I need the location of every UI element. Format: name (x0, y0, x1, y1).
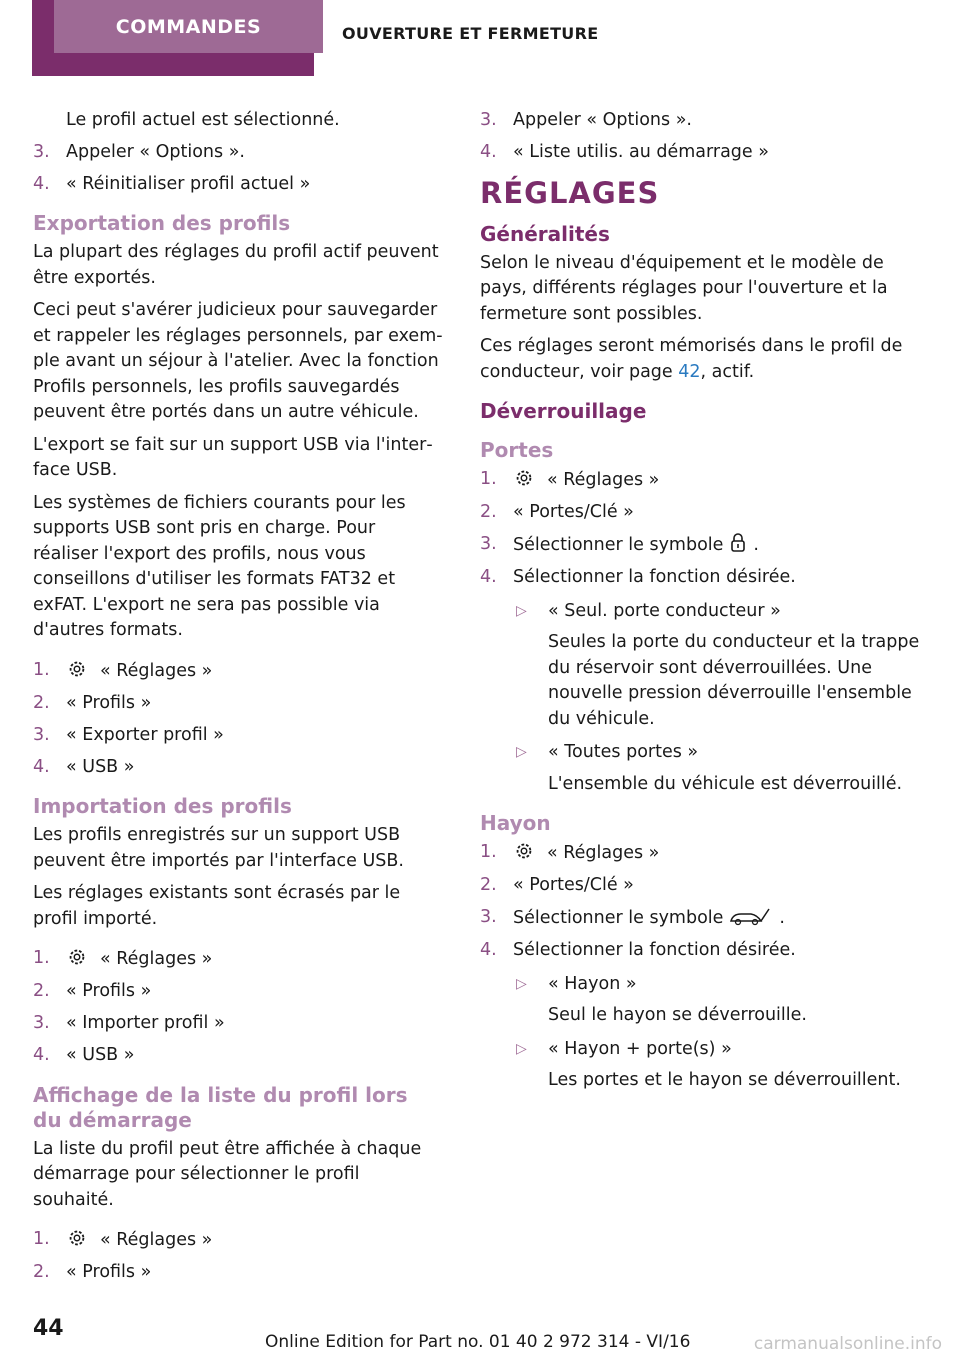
step-text: « Réglages » (100, 660, 213, 681)
step-number: 2. (33, 692, 50, 713)
step-text: « Profils » (66, 692, 152, 713)
list-item (33, 1011, 443, 1037)
page-link[interactable]: 42 (678, 361, 701, 382)
text-segment: Ces réglages seront mémorisés dans le profil de conducteur, voir page (480, 336, 903, 382)
export-paragraph: Ceci peut s'avérer judicieux pour sauvegarder et rappeler les réglages personnels, par exemple avant un séjour à l'atelier. Avec la fonction Profils personnels, les profils sauvegardés peuvent être portés dans un autre véhicule. (33, 300, 443, 422)
step-number: 1. (480, 469, 497, 489)
step-number: 3. (33, 724, 50, 745)
list-item (480, 873, 920, 899)
triangle-bullet-icon: ▷ (516, 975, 527, 992)
hayon-heading: Hayon (480, 811, 551, 835)
step-text: « Portes/Clé » (513, 502, 634, 522)
list-item (33, 1260, 443, 1286)
watermark: carmanualsonline.info (753, 1334, 942, 1354)
chapter-title: OUVERTURE ET FERMETURE (342, 24, 599, 43)
list-item (480, 108, 920, 134)
step-number: 1. (33, 659, 50, 680)
option-description: Seul le hayon se déverrouille. (548, 1005, 807, 1025)
generalites-paragraph-page-ref (480, 334, 920, 385)
list-item (33, 1043, 443, 1069)
generalites-paragraph: Selon le niveau d'équipement et le modèle de pays, différents réglages pour l'ouverture et la fermeture sont possibles. (480, 252, 888, 324)
step-text: « Réglages » (547, 470, 660, 490)
list-item (33, 658, 443, 685)
list-item (33, 140, 443, 166)
list-item (33, 691, 443, 717)
step-text: « Réinitialiser profil actuel » (66, 173, 311, 194)
step-number: 2. (33, 1262, 50, 1282)
step-text: « Portes/Clé » (513, 875, 634, 895)
step-number: 1. (480, 842, 497, 862)
page-number: 44 (33, 1316, 64, 1341)
startup-steps (33, 1227, 443, 1286)
gear-icon (66, 1227, 88, 1249)
step-text: « Réglages » (100, 1230, 213, 1250)
gear-icon (513, 840, 535, 862)
option-label: « Hayon » (548, 973, 637, 994)
export-paragraph: La plupart des réglages du profil actif peuvent être exportés. (33, 242, 439, 288)
startup-steps-continued (480, 108, 920, 166)
import-heading: Importation des profils (33, 794, 292, 818)
triangle-bullet-icon: ▷ (516, 1040, 527, 1057)
step-text: « Profils » (66, 981, 152, 1001)
triangle-bullet-icon: ▷ (516, 602, 527, 619)
startup-heading: Affichage de la liste du profil lors du démarrage (33, 1082, 408, 1132)
list-item (33, 723, 443, 749)
portes-steps (480, 467, 920, 591)
option-description: L'ensemble du véhicule est déverrouillé. (548, 773, 903, 794)
step-text: Sélectionner le symbole (513, 535, 724, 555)
list-item (33, 1227, 443, 1254)
step-number: 3. (33, 1013, 50, 1033)
step-number: 4. (480, 142, 497, 162)
step-number: 4. (33, 173, 50, 194)
list-item (480, 140, 920, 166)
reset-steps (33, 140, 443, 198)
option-description: Les portes et le hayon se déverrouillent. (548, 1070, 901, 1090)
padlock-icon (729, 532, 747, 554)
list-item (33, 946, 443, 973)
step-number: 4. (33, 1045, 50, 1065)
step-number: 3. (480, 534, 497, 554)
deverrouillage-heading: Déverrouillage (480, 399, 647, 423)
export-paragraph: Les systèmes de fichiers courants pour les supports USB sont pris en charge. Pour réaliser l'export des profils, nous vous conseillons d'utiliser les formats FAT32 et exFAT. L'export ne sera pas possible via d'autres formats. (33, 492, 406, 640)
import-paragraph: Les profils enregistrés sur un support USB peuvent être importés par l'interface USB. (33, 825, 404, 871)
step-text: Sélectionner le symbole (513, 908, 724, 928)
list-item (480, 467, 920, 494)
list-item (480, 938, 920, 964)
step-text: Appeler « Options ». (66, 141, 245, 162)
list-item (480, 565, 920, 591)
left-column (33, 108, 443, 1294)
option-label: « Hayon + porte(s) » (548, 1038, 732, 1059)
step-text: . (779, 908, 785, 928)
option-item (480, 972, 920, 998)
step-text: Sélectionner la fonction désirée. (513, 940, 796, 960)
step-text: « Liste utilis. au démarrage » (513, 142, 769, 162)
list-item (33, 755, 443, 781)
step-number: 2. (480, 875, 497, 895)
export-heading: Exportation des profils (33, 211, 291, 235)
step-text: « Profils » (66, 1262, 152, 1282)
import-steps (33, 946, 443, 1069)
portes-heading: Portes (480, 438, 554, 462)
step-number: 2. (33, 981, 50, 1001)
step-text: Sélectionner la fonction désirée. (513, 567, 796, 587)
step-text: « Réglages » (100, 949, 213, 969)
gear-icon (66, 658, 88, 680)
step-number: 1. (33, 1229, 50, 1249)
gear-icon (66, 946, 88, 968)
edition-footer: Online Edition for Part no. 01 40 2 972 314 - VI/16 (265, 1332, 691, 1352)
step-text: « USB » (66, 756, 135, 777)
startup-paragraph: La liste du profil peut être affichée à chaque démarrage pour sélectionner le profil souhaité. (33, 1138, 422, 1210)
export-steps (33, 658, 443, 781)
step-number: 4. (480, 567, 497, 587)
step-text: . (753, 535, 759, 555)
step-number: 4. (33, 756, 50, 777)
import-paragraph: Les réglages existants sont écrasés par le profil importé. (33, 883, 401, 929)
list-item (33, 979, 443, 1005)
car-trunk-icon (729, 905, 773, 927)
step-text: « Réglages » (547, 843, 660, 863)
step-text: « USB » (66, 1045, 135, 1065)
option-label: « Toutes portes » (548, 742, 699, 762)
triangle-bullet-icon: ▷ (516, 744, 527, 760)
step-text: « Exporter profil » (66, 724, 224, 745)
option-item (480, 599, 920, 625)
step-number: 4. (480, 940, 497, 960)
section-tab-label: COMMANDES (54, 0, 323, 53)
gear-icon (513, 467, 535, 489)
list-item (480, 532, 920, 559)
step-number: 3. (480, 907, 497, 927)
step-number: 3. (33, 141, 50, 162)
right-column (480, 108, 920, 1102)
intro-line: Le profil actuel est sélectionné. (66, 110, 340, 130)
option-item (480, 740, 920, 766)
export-paragraph: L'export se fait sur un support USB via l'interface USB. (33, 434, 433, 480)
text-segment: , actif. (700, 361, 755, 382)
list-item (33, 172, 443, 198)
step-text: « Importer profil » (66, 1013, 225, 1033)
reglages-heading: RÉGLAGES (480, 175, 660, 210)
option-label: « Seul. porte conducteur » (548, 600, 781, 621)
generalites-heading: Généralités (480, 221, 610, 246)
list-item (480, 500, 920, 526)
step-text: Appeler « Options ». (513, 110, 692, 130)
list-item (480, 905, 920, 932)
step-number: 1. (33, 948, 50, 968)
step-number: 2. (480, 502, 497, 522)
list-item (480, 840, 920, 867)
hayon-steps (480, 840, 920, 964)
step-number: 3. (480, 110, 497, 130)
option-item (480, 1037, 920, 1063)
header-section-tab (32, 0, 314, 76)
option-description: Seules la porte du conducteur et la trappe du réservoir sont déverrouillées. Une nouvelle pression déverrouille l'ensemble du véhicule. (548, 632, 920, 729)
